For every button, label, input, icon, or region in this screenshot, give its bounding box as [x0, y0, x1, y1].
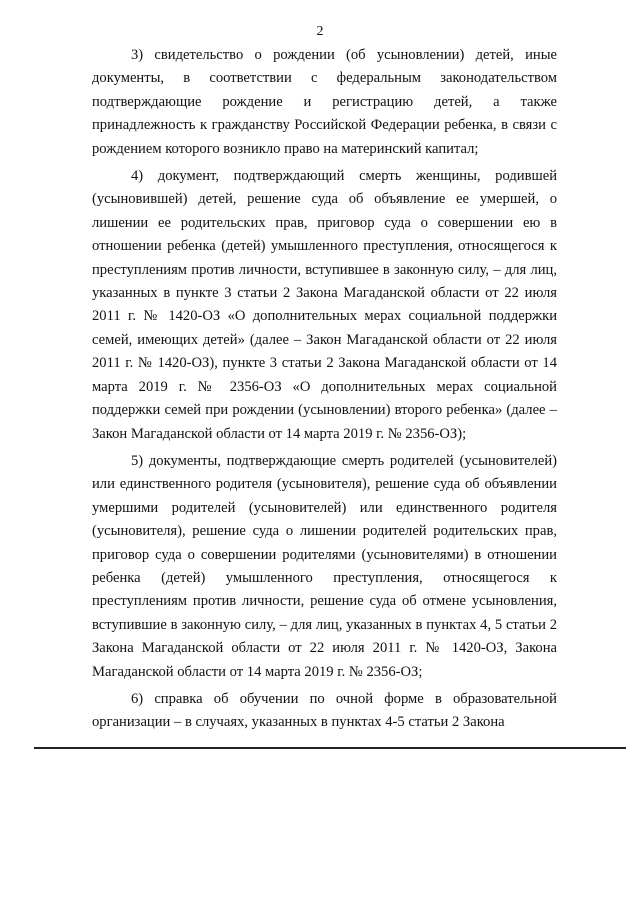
scan-edge-divider [34, 747, 626, 749]
paragraph-item-5: 5) документы, подтверждающие смерть родителей (усыновителей) или единственного родителя (усыновителя), решение суда об объявлении умершими родителей (усыновителей) или единственного родителя (усыновителя), решение суда о лишении родителей родительских прав, приговор суда о совершении родителями (усыновителями) в отношении ребенка (детей) умышленного преступления, относящегося к преступлениям против личности, решение суда об отмене усыновления, вступившие в законную силу, – для лиц, указанных в пунктах 4, 5 статьи 2 Закона Магаданской области от 22 июля 2011 г. № 1420-ОЗ, Закона Магаданской области от 14 марта 2019 г. № 2356-ОЗ; [92, 452, 557, 680]
paragraph-item-3: 3) свидетельство о рождении (об усыновлении) детей, иные документы, в соответствии с федеральным законодательством подтверждающие рождение и регистрацию детей, а также принадлежность к гражданству Российской Федерации ребенка, в связи с рождением которого возникло право на материнский капитал; [92, 47, 557, 157]
document-body [92, 44, 557, 739]
paragraph-item-6: 6) справка об обучении по очной форме в образовательной организации – в случаях, указанных в пунктах 4-5 статьи 2 Закона [92, 690, 557, 731]
paragraph-item-4: 4) документ, подтверждающий смерть женщины, родившей (усыновившей) детей, решение суда об объявление ее умершей, о лишении ее родительских прав, приговор суда о совершении ею в отношении ребенка (детей) умышленного преступления, относящегося к преступлениям против личности, вступившее в законную силу, – для лиц, указанных в пункте 3 статьи 2 Закона Магаданской области от 22 июля 2011 г. № 1420-ОЗ «О дополнительных мерах социальной поддержки семей, имеющих детей» (далее – Закон Магаданской области от 22 июля 2011 г. № 1420-ОЗ), пункте 3 статьи 2 Закона Магаданской области от 14 марта 2019 г. № 2356-ОЗ «О дополнительных мерах социальной поддержки семей при рождении (усыновлении) второго ребенка» (далее – Закон Магаданской области от 14 марта 2019 г. № 2356-ОЗ); [92, 168, 557, 442]
page-number: 2 [316, 24, 324, 39]
